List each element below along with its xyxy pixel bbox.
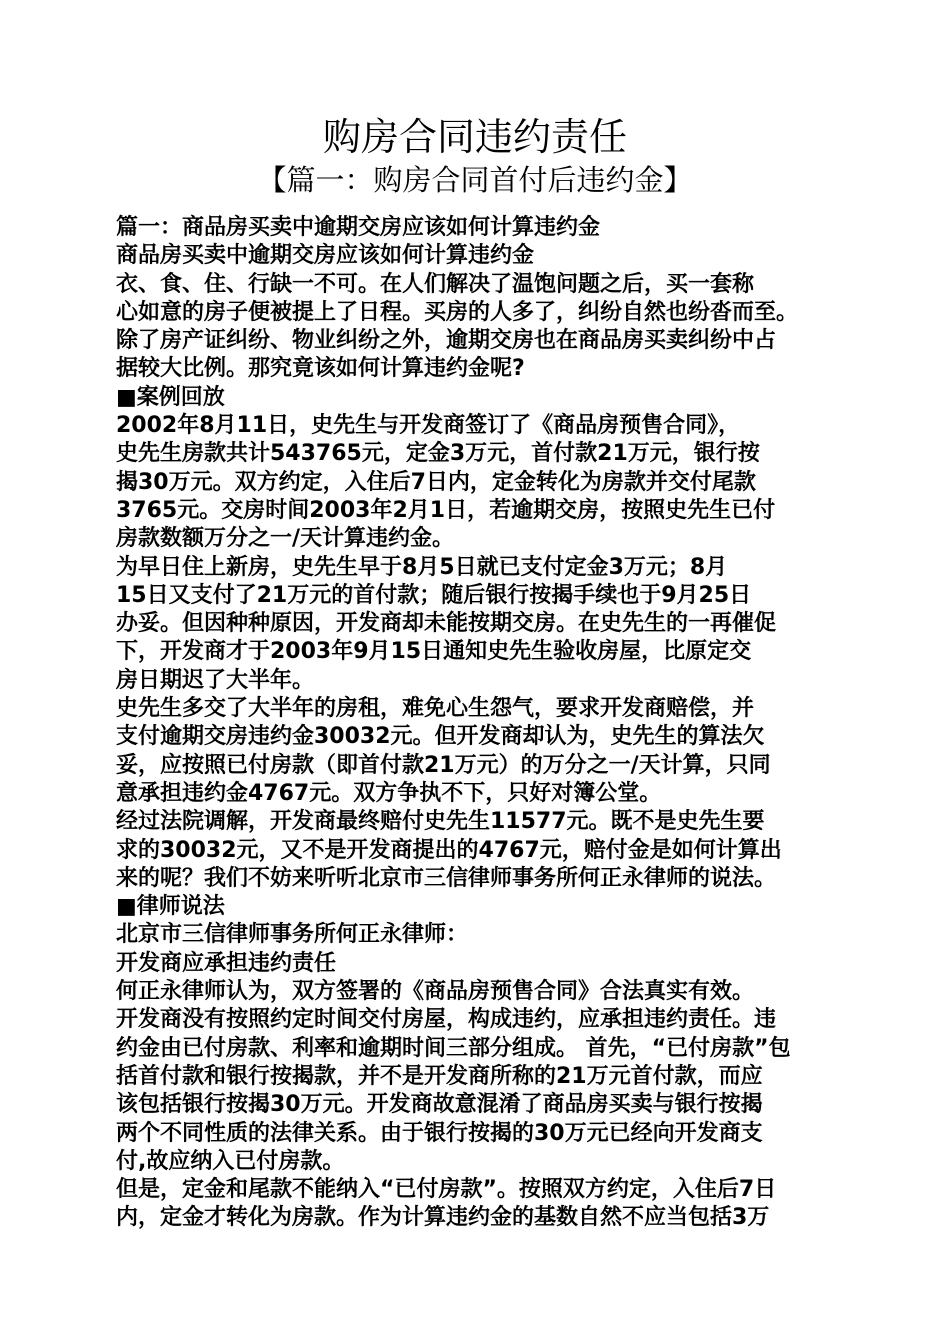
body-text-line: 心如意的房子便被提上了日程。买房的人多了，纠纷自然也纷沓而至。	[116, 299, 799, 325]
body-text-line: 来的呢？我们不妨来听听北京市三信律师事务所何正永律师的说法。	[116, 865, 777, 891]
body-text-line: ■案例回放	[116, 384, 225, 410]
body-text-line: 据较大比例。那究竟该如何计算违约金呢?	[116, 356, 525, 382]
body-text-line: 篇一：商品房买卖中逾期交房应该如何计算违约金	[116, 215, 601, 240]
body-text-line: 但是，定金和尾款不能纳入“已付房款”。按照双方约定，入住后7日	[116, 1177, 777, 1203]
body-text-line: ■律师说法	[116, 894, 225, 920]
body-text-line: 除了房产证纠纷、物业纠纷之外，逾期交房也在商品房买卖纠纷中占	[116, 328, 777, 354]
body-text-line: 史先生多交了大半年的房租，难免心生怨气，要求开发商赔偿，并	[116, 696, 755, 722]
body-text-line: 办妥。但因种种原因，开发商却未能按期交房。在史先生的一再催促	[116, 611, 777, 637]
body-text-line: 付,故应纳入已付房款。	[116, 1148, 345, 1174]
body-text-line: 妥，应按照已付房款（即首付款21万元）的万分之一/天计算，只同	[116, 752, 771, 778]
body-text-line: 房款数额万分之一/天计算违约金。	[116, 526, 455, 552]
body-text-line: 开发商应承担违约责任	[116, 950, 337, 976]
body-text-line: 商品房买卖中逾期交房应该如何计算违约金	[116, 243, 535, 269]
body-text-line: 开发商没有按照约定时间交付房屋，构成违约，应承担违约责任。违	[116, 1007, 777, 1033]
body-text-line: 为早日住上新房，史先生早于8月5日就已支付定金3万元；8月	[116, 554, 728, 580]
body-text-line: 括首付款和银行按揭款，并不是开发商所称的21万元首付款，而应	[116, 1063, 763, 1089]
body-text-line: 经过法院调解，开发商最终赔付史先生11577元。既不是史先生要	[116, 809, 765, 835]
body-text-line: 房日期迟了大半年。	[116, 667, 315, 693]
body-text-line: 北京市三信律师事务所何正永律师：	[116, 922, 469, 948]
body-text-line: 2002年8月11日，史先生与开发商签订了《商品房预售合同》，	[116, 413, 741, 439]
body-text-line: 两个不同性质的法律关系。由于银行按揭的30万元已经向开发商支	[116, 1120, 763, 1146]
body-text-line: 求的30032元，又不是开发商提出的4767元，赔付金是如何计算出	[116, 837, 782, 863]
document-body	[116, 214, 836, 1233]
body-text-line: 揭30万元。双方约定，入住后7日内，定金转化为房款并交付尾款	[116, 469, 756, 495]
body-text-line: 史先生房款共计543765元，定金3万元，首付款21万元，银行按	[116, 441, 760, 467]
body-text-line: 15日又支付了21万元的首付款；随后银行按揭手续也于9月25日	[116, 582, 752, 608]
body-text-line: 衣、食、住、行缺一不可。在人们解决了温饱问题之后，买一套称	[116, 271, 755, 297]
body-text-line: 意承担违约金4767元。双方争执不下，只好对簿公堂。	[116, 780, 662, 806]
body-text-line: 3765元。交房时间2003年2月1日，若逾期交房，按照史先生已付	[116, 497, 776, 523]
body-text-line: 内，定金才转化为房款。作为计算违约金的基数自然不应当包括3万	[116, 1205, 770, 1231]
body-text-line: 该包括银行按揭30万元。开发商故意混淆了商品房买卖与银行按揭	[116, 1092, 763, 1118]
document-subtitle: 【篇一：购房合同首付后违约金】	[257, 163, 693, 197]
body-text-line: 支付逾期交房违约金30032元。但开发商却认为，史先生的算法欠	[116, 724, 765, 750]
body-text-line: 下，开发商才于2003年9月15日通知史先生验收房屋，比原定交	[116, 639, 752, 665]
body-text-line: 何正永律师认为，双方签署的《商品房预售合同》合法真实有效。	[116, 979, 755, 1005]
document-title: 购房合同违约责任	[322, 115, 627, 159]
body-text-line: 约金由已付房款、利率和逾期时间三部分组成。 首先，“已付房款”包	[116, 1035, 791, 1061]
